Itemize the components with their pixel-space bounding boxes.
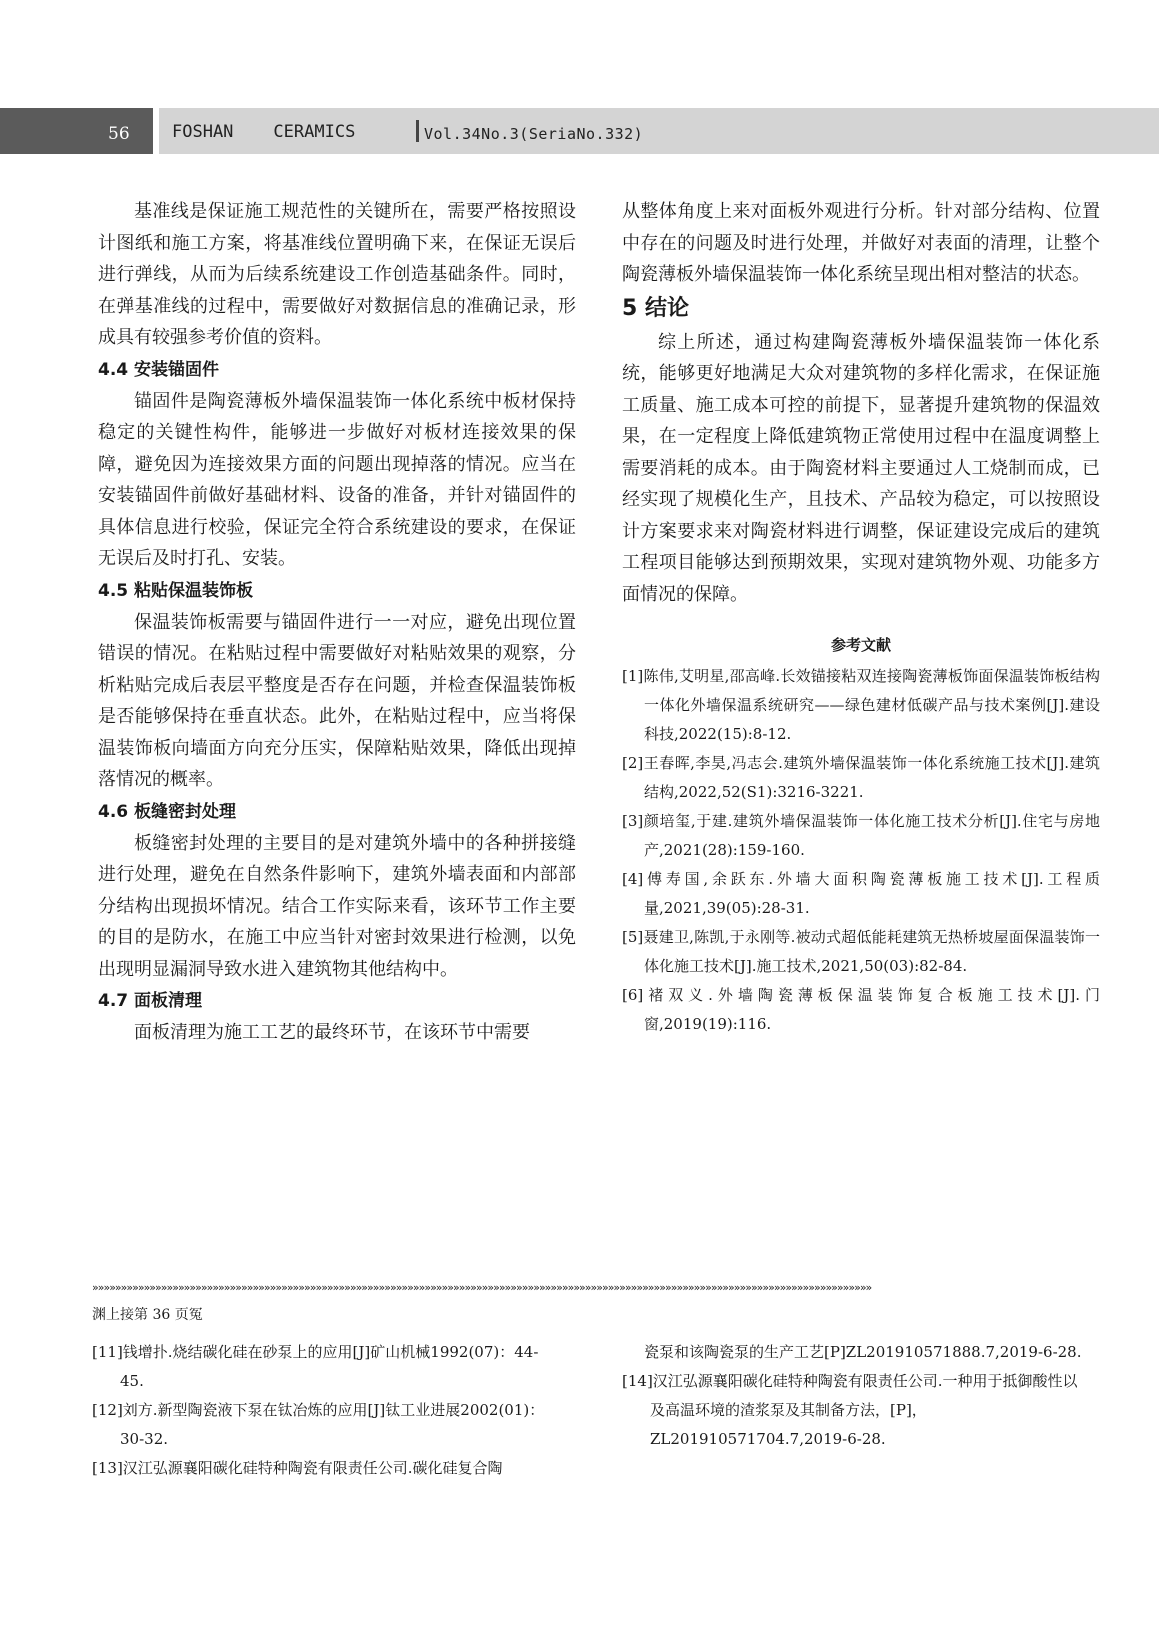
reference-item: [13]汉江弘源襄阳碳化硅特种陶瓷有限责任公司.碳化硅复合陶 <box>92 1459 503 1477</box>
reference-item: [4]傅寿国,余跃东.外墙大面积陶瓷薄板施工技术[J].工程质量,2021,39(05):28-31. <box>622 870 1100 917</box>
reference-item: [11]钱增扑.烧结碳化硅在砂泵上的应用[J]矿山机械1992(07)：44-45. <box>92 1343 539 1390</box>
reference-item: [12]刘方.新型陶瓷液下泵在钛冶炼的应用[J]钛工业进展2002(01)：30-32. <box>92 1401 545 1448</box>
paragraph-joint-sealing: 板缝密封处理的主要目的是对建筑外墙中的各种拼接缝进行处理，避免在自然条件影响下，建筑外墙表面和内部部分结构出现损坏情况。结合工作实际来看，该环节工作主要的目的是防水，在施工中应当针对密封效果进行检测，以免出现明显漏洞导致水进入建筑物其他结构中。 <box>98 832 576 980</box>
paragraph-conclusion: 综上所述，通过构建陶瓷薄板外墙保温装饰一体化系统，能够更好地满足大众对建筑物的多样化需求，在保证施工质量、施工成本可控的前提下，显著提升建筑物的保温效果，在一定程度上降低建筑物正常使用过程中在温度调整上需要消耗的成本。由于陶瓷材料主要通过人工烧制而成，已经实现了规模化生产，且技术、产品较为稳定，可以按照设计方案要求来对陶瓷材料进行调整，保证建设完成后的建筑工程项目能够达到预期效果，实现对建筑物外观、功能多方面情况的保障。 <box>622 331 1100 605</box>
section-heading-4-6: 4.6 板缝密封处理 <box>98 801 237 822</box>
header-page-block <box>0 108 153 154</box>
section-heading-4-7: 4.7 面板清理 <box>98 991 203 1011</box>
reference-item: [14]汉江弘源襄阳碳化硅特种陶瓷有限责任公司.一种用于抵御酸性以及高温环境的渣浆泵及其制备方法，[P]，ZL201910571704.7,2019-6-28. <box>622 1372 1078 1448</box>
paragraph-insulation-board: 保温装饰板需要与锚固件进行一一对应，避免出现位置错误的情况。在粘贴过程中需要做好对粘贴效果的观察，分析粘贴完成后表层平整度是否存在问题，并检查保温装饰板是否能够保持在垂直状态。此外，在粘贴过程中，应当将保温装饰板向墙面方向充分压实，保障粘贴效果，降低出现掉落情况的概率。 <box>98 611 576 790</box>
paragraph-panel-cleaning: 面板清理为施工工艺的最终环节，在该环节中需要 <box>134 1022 530 1043</box>
section-heading-5: 5 结论 <box>622 295 689 321</box>
reference-item: [5]聂建卫,陈凯,于永刚等.被动式超低能耗建筑无热桥坡屋面保温装饰一体化施工技术[J].施工技术,2021,50(03):82-84. <box>622 928 1100 975</box>
continued-note: 渊上接第 36 页冤 <box>92 1307 203 1323</box>
right-column <box>622 196 1100 1039</box>
left-column <box>98 196 576 1049</box>
reference-item: [6]褚双义.外墙陶瓷薄板保温装饰复合板施工技术[J].门窗,2019(19):116. <box>622 986 1100 1033</box>
paragraph-anchors: 锚固件是陶瓷薄板外墙保温装饰一体化系统中板材保持稳定的关键性构件，能够进一步做好对板材连接效果的保障，避免因为连接效果方面的问题出现掉落的情况。应当在安装锚固件前做好基础材料、设备的准备，并针对锚固件的具体信息进行校验，保证完全符合系统建设的要求，在保证无误后及时打孔、安装。 <box>98 390 576 569</box>
continued-references-left <box>92 1338 562 1483</box>
reference-item: [1]陈伟,艾明星,邵高峰.长效锚接粘双连接陶瓷薄板饰面保温装饰板结构一体化外墙保温系统研究——绿色建材低碳产品与技术案例[J].建设科技,2022(15):8-12. <box>622 667 1100 743</box>
references-heading: 参考文献 <box>830 636 891 654</box>
journal-name <box>172 122 355 142</box>
paragraph-baseline: 基准线是保证施工规范性的关键所在，需要严格按照设计图纸和施工方案，将基准线位置明确下来，在保证无误后进行弹线，从而为后续系统建设工作创造基础条件。同时，在弹基准线的过程中，需要做好对数据信息的准确记录，形成具有较强参考价值的资料。 <box>98 201 576 348</box>
paragraph-panel-cleaning-cont: 从整体角度上来对面板外观进行分析。针对部分结构、位置中存在的问题及时进行处理，并做好对表面的清理，让整个陶瓷薄板外墙保温装饰一体化系统呈现出相对整洁的状态。 <box>622 201 1100 285</box>
volume-divider <box>416 120 419 142</box>
reference-item: [2]王春晖,李昊,冯志会.建筑外墙保温装饰一体化系统施工技术[J].建筑结构,2022,52(S1):3216-3221. <box>622 754 1100 801</box>
journal-name-part2: CERAMICS <box>273 122 356 142</box>
section-heading-4-4: 4.4 安装锚固件 <box>98 359 220 380</box>
continued-references-right <box>622 1338 1092 1454</box>
volume-info: Vol.34No.3(SeriaNo.332) <box>424 125 644 143</box>
arrow-divider: »»»»»»»»»»»»»»»»»»»»»»»»»»»»»»»»»»»»»»»»»»»»»»»»»»»»»»»»»»»»»»»»»»»»»»»»»»»»»»»»»»»»»»»»»»»»»»»»»»»»»»»»»»»»»»»»»»»»»»»»»»»»»»»»»»»»»»»» <box>92 1282 872 1294</box>
reference-list <box>622 662 1100 1039</box>
journal-name-part1: FOSHAN <box>172 122 234 142</box>
reference-item-continued: 瓷泵和该陶瓷泵的生产工艺[P]ZL201910571888.7,2019-6-28. <box>644 1343 1082 1361</box>
section-heading-4-5: 4.5 粘贴保温装饰板 <box>98 580 254 601</box>
reference-item: [3]颜培玺,于建.建筑外墙保温装饰一体化施工技术分析[J].住宅与房地产,2021(28):159-160. <box>622 812 1100 859</box>
page-number: 56 <box>108 124 130 144</box>
